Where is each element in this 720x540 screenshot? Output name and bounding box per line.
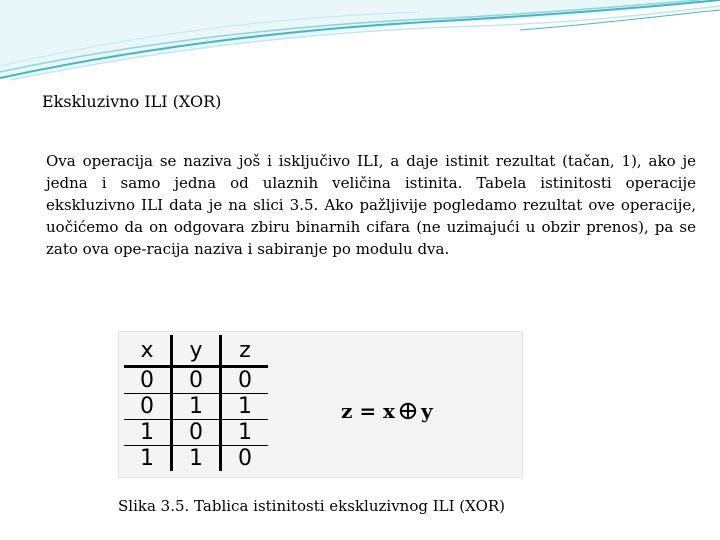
table-row bbox=[124, 394, 268, 420]
table-row bbox=[124, 420, 268, 446]
truth-table bbox=[124, 335, 268, 471]
table-row bbox=[124, 446, 268, 472]
cell-x: 1 bbox=[140, 446, 154, 471]
cell-y: 0 bbox=[172, 367, 221, 394]
header-z: z bbox=[221, 335, 269, 367]
cell-x: 0 bbox=[124, 394, 172, 420]
slide-title: Ekskluzivno ILI (XOR) bbox=[42, 92, 222, 111]
circled-plus-icon bbox=[399, 402, 417, 420]
cell-y: 0 bbox=[172, 420, 221, 446]
xor-formula bbox=[341, 399, 433, 423]
figure-caption: Slika 3.5. Tablica istinitosti ekskluzivnog ILI (XOR) bbox=[118, 497, 506, 515]
cell-x: 0 bbox=[124, 367, 172, 394]
header-y: y bbox=[172, 335, 221, 367]
formula-right: y bbox=[420, 399, 433, 423]
cell-z: 1 bbox=[221, 394, 269, 420]
formula-left: z = x bbox=[341, 399, 395, 423]
decorative-header-waves bbox=[0, 0, 720, 90]
cell-y: 1 bbox=[172, 446, 221, 472]
body-paragraph: Ova operacija se naziva još i isključivo ILI, a daje istinit rezultat (tačan, 1), ako je jedna i samo jedna od ulaznih veličina istinita. Tabela istinitosti operacije ekskluzivno ILI data je na slici 3.5. Ako pažljivije pogledamo rezultat ove operacije, uočićemo da on odgovara zbiru binarnih cifara (ne uzimajući u obzir prenos), pa se zato ova ope-racija naziva i sabiranje po modulu dva. bbox=[46, 152, 696, 258]
cell-x: 1 bbox=[124, 420, 172, 446]
table-row bbox=[124, 367, 268, 394]
cell-z: 0 bbox=[221, 446, 269, 472]
cell-y: 1 bbox=[172, 394, 221, 420]
cell-z: 1 bbox=[221, 420, 269, 446]
truth-table-header-row bbox=[124, 335, 268, 367]
cell-z: 0 bbox=[221, 367, 269, 394]
truth-table-figure bbox=[118, 331, 523, 478]
header-x: x bbox=[124, 335, 172, 367]
